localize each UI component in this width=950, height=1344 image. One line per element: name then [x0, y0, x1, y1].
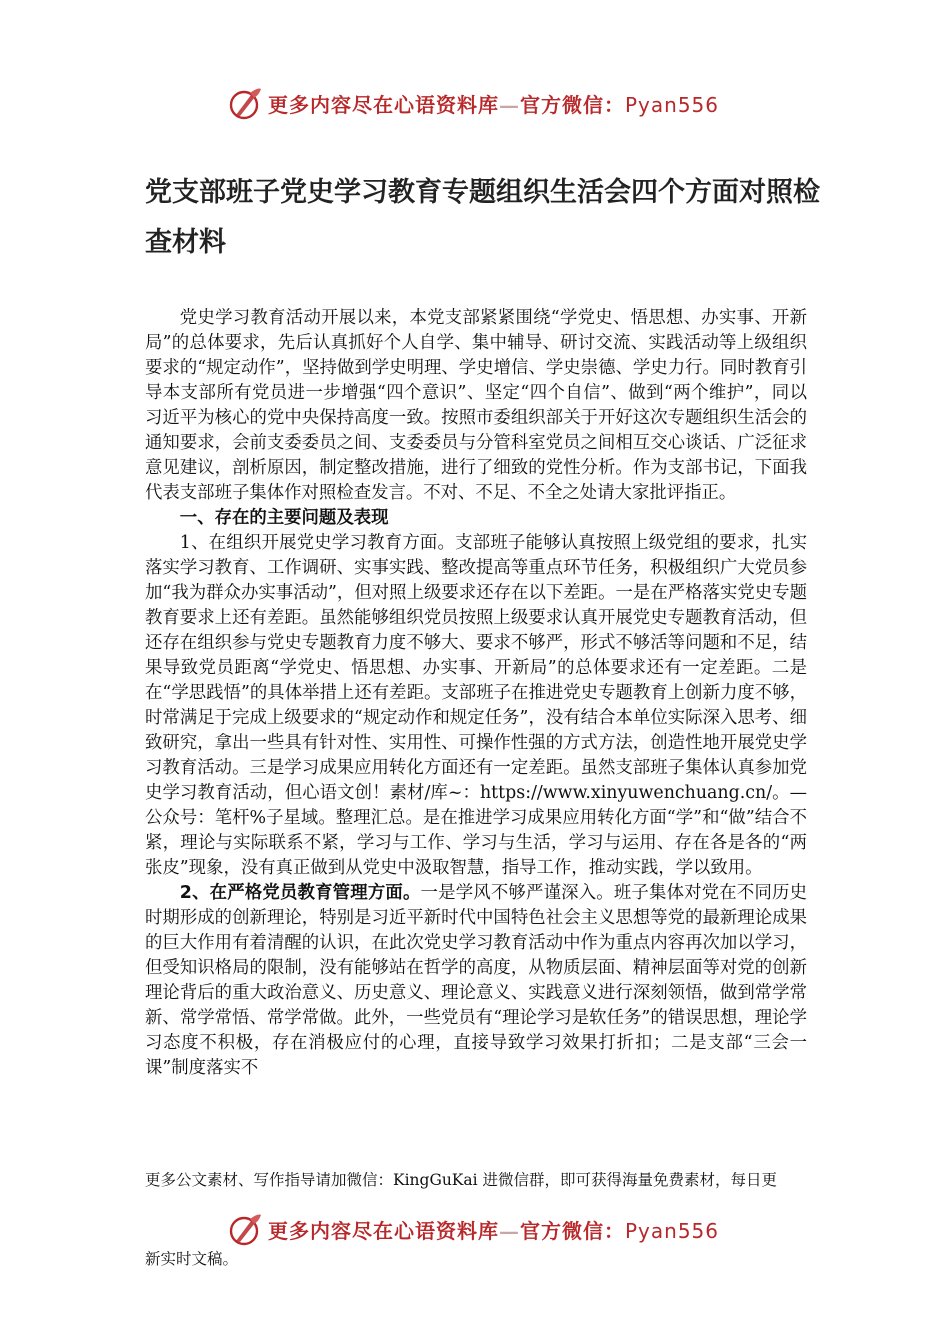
quill-pen-logo-icon	[228, 1211, 264, 1247]
banner-handle: Pyan556	[625, 92, 720, 117]
banner-dash: —	[499, 1218, 520, 1243]
document-body	[145, 306, 807, 1081]
intro-paragraph: 党史学习教育活动开展以来，本党支部紧紧围绕“学党史、悟思想、办实事、开新局”的总体要求，先后认真抓好个人自学、集中辅导、研讨交流、实践活动等上级组织要求的“规定动作”，坚持做到学史明理、学史增信、学史崇德、学史力行。同时教育引导本支部所有党员进一步增强“四个意识”、坚定“四个自信”、做到“两个维护”，同以习近平为核心的党中央保持高度一致。按照市委组织部关于开好这次专题组织生活会的通知要求，会前支委委员之间、支委委员与分管科室党员之间相互交心谈话、广泛征求意见建议，剖析原因，制定整改措施，进行了细致的党性分析。作为支部书记，下面我代表支部班子集体作对照检查发言。不对、不足、不全之处请大家批评指正。	[145, 308, 807, 503]
footer-note-tail: 新实时文稿。	[145, 1250, 239, 1268]
banner-handle: Pyan556	[625, 1218, 720, 1243]
item-2-lead: 2、在严格党员教育管理方面。	[179, 883, 421, 903]
banner-text	[268, 1215, 719, 1244]
banner-official: 官方微信：	[520, 1218, 625, 1243]
item-2-paragraph	[145, 881, 807, 1081]
section-heading: 一、存在的主要问题及表现	[179, 508, 389, 528]
document-title: 党支部班子党史学习教育专题组织生活会四个方面对照检查材料	[145, 177, 820, 258]
banner-text	[268, 89, 719, 118]
header-banner	[228, 84, 719, 122]
item-1-paragraph: 1、在组织开展党史学习教育方面。支部班子能够认真按照上级党组的要求，扎实落实学习教育、工作调研、实事实践、整改提高等重点环节任务，积极组织广大党员参加“我为群众办实事活动”，但对照上级要求还存在以下差距。一是在严格落实党史专题教育要求上还有差距。虽然能够组织党员按照上级要求认真开展党史专题教育活动，但还存在组织参与党史专题教育力度不够大、要求不够严，形式不够活等问题和不足，结果导致党员距离“学党史、悟思想、办实事、开新局”的总体要求还有一定差距。二是在“学思践悟”的具体举措上还有差距。支部班子在推进党史专题教育上创新力度不够，时常满足于完成上级要求的“规定动作和规定任务”，没有结合本单位实际深入思考、细致研究，拿出一些具有针对性、实用性、可操作性强的方式方法，创造性地开展党史学习教育活动。三是学习成果应用转化方面还有一定差距。虽然支部班子集体认真参加党史学习教育活动，但心语文创！素材/库~：https://www.xinyuwenchuang.cn/。—公众号：笔杆%子星域。整理汇总。是在推进学习成果应用转化方面“学”和“做”结合不紧，理论与实际联系不紧，学习与工作、学习与生活，学习与运用、存在各是各的“两张皮”现象，没有真正做到从党史中汲取智慧，指导工作，推动实践，学以致用。	[145, 533, 807, 878]
item-2-body: 一是学风不够严谨深入。班子集体对党在不同历史时期形成的创新理论，特别是习近平新时代中国特色社会主义思想等党的最新理论成果的巨大作用有着清醒的认识，在此次党史学习教育活动中作为重点内容再次加以学习，但受知识格局的限制，没有能够站在哲学的高度，从物质层面、精神层面等对党的创新理论背后的重大政治意义、历史意义、理论意义、实践意义进行深刻领悟，做到常学常新、常学常悟、常学常做。此外，一些党员有“理论学习是软任务”的错误思想，理论学习态度不积极，存在消极应付的心理，直接导致学习效果打折扣；二是支部“三会一课”制度落实不	[145, 883, 807, 1078]
banner-official: 官方微信：	[520, 92, 625, 117]
quill-pen-logo-icon	[228, 85, 264, 121]
footer-note: 更多公文素材、写作指导请加微信：KingGuKai 进微信群，即可获得海量免费素材，每日更	[145, 1171, 778, 1189]
footer-banner	[228, 1210, 719, 1248]
banner-dash: —	[499, 92, 520, 117]
banner-site-name: 更多内容尽在心语资料库	[268, 1218, 499, 1243]
banner-site-name: 更多内容尽在心语资料库	[268, 92, 499, 117]
